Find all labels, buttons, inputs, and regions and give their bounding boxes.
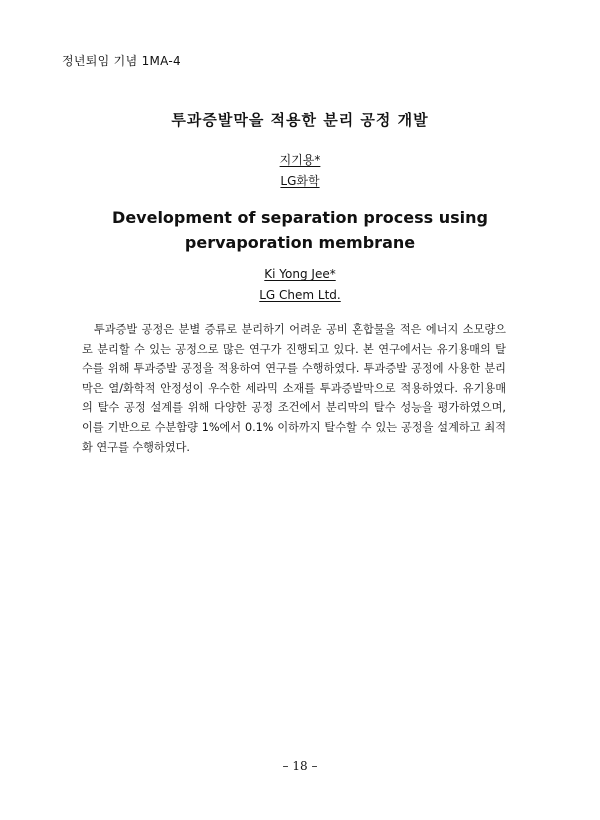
english-title: Development of separation process using pervaporation membrane [112,208,488,252]
abstract-body: 투과증발 공정은 분별 증류로 분리하기 어려운 공비 혼합물을 적은 에너지 소모량으로 분리할 수 있는 공정으로 많은 연구가 진행되고 있다. 본 연구에서는 유기용매의 탈수를 위해 투과증발 공정을 적용하여 연구를 수행하였다. 투과증발 공정에 사용한 분리막은 열/화학적 안정성이 우수한 세라믹 소재를 투과증발막으로 적용하였다. 유기용매의 탈수 공정 설계를 위해 다양한 공정 조건에서 분리막의 탈수 성능을 평가하였으며, 이를 기반으로 수분함량 1%에서 0.1% 이하까지 탈수할 수 있는 공정을 설계하고 최적화 연구를 수행하였다. [82,323,506,454]
korean-affiliation-name: LG화학 [280,174,320,188]
english-affiliation-name: LG Chem Ltd. [259,288,341,302]
english-author [0,267,600,281]
korean-title: 투과증발막을 적용한 분리 공정 개발 [171,111,429,129]
english-affiliation [0,288,600,302]
english-author-name: Ki Yong Jee* [264,267,336,281]
korean-author-name: 지기용* [279,153,321,167]
session-tag: 정년퇴임 기념 1MA-4 [62,54,181,68]
korean-affiliation [0,172,600,189]
page-number: – 18 – [282,759,318,773]
korean-author [0,151,600,168]
